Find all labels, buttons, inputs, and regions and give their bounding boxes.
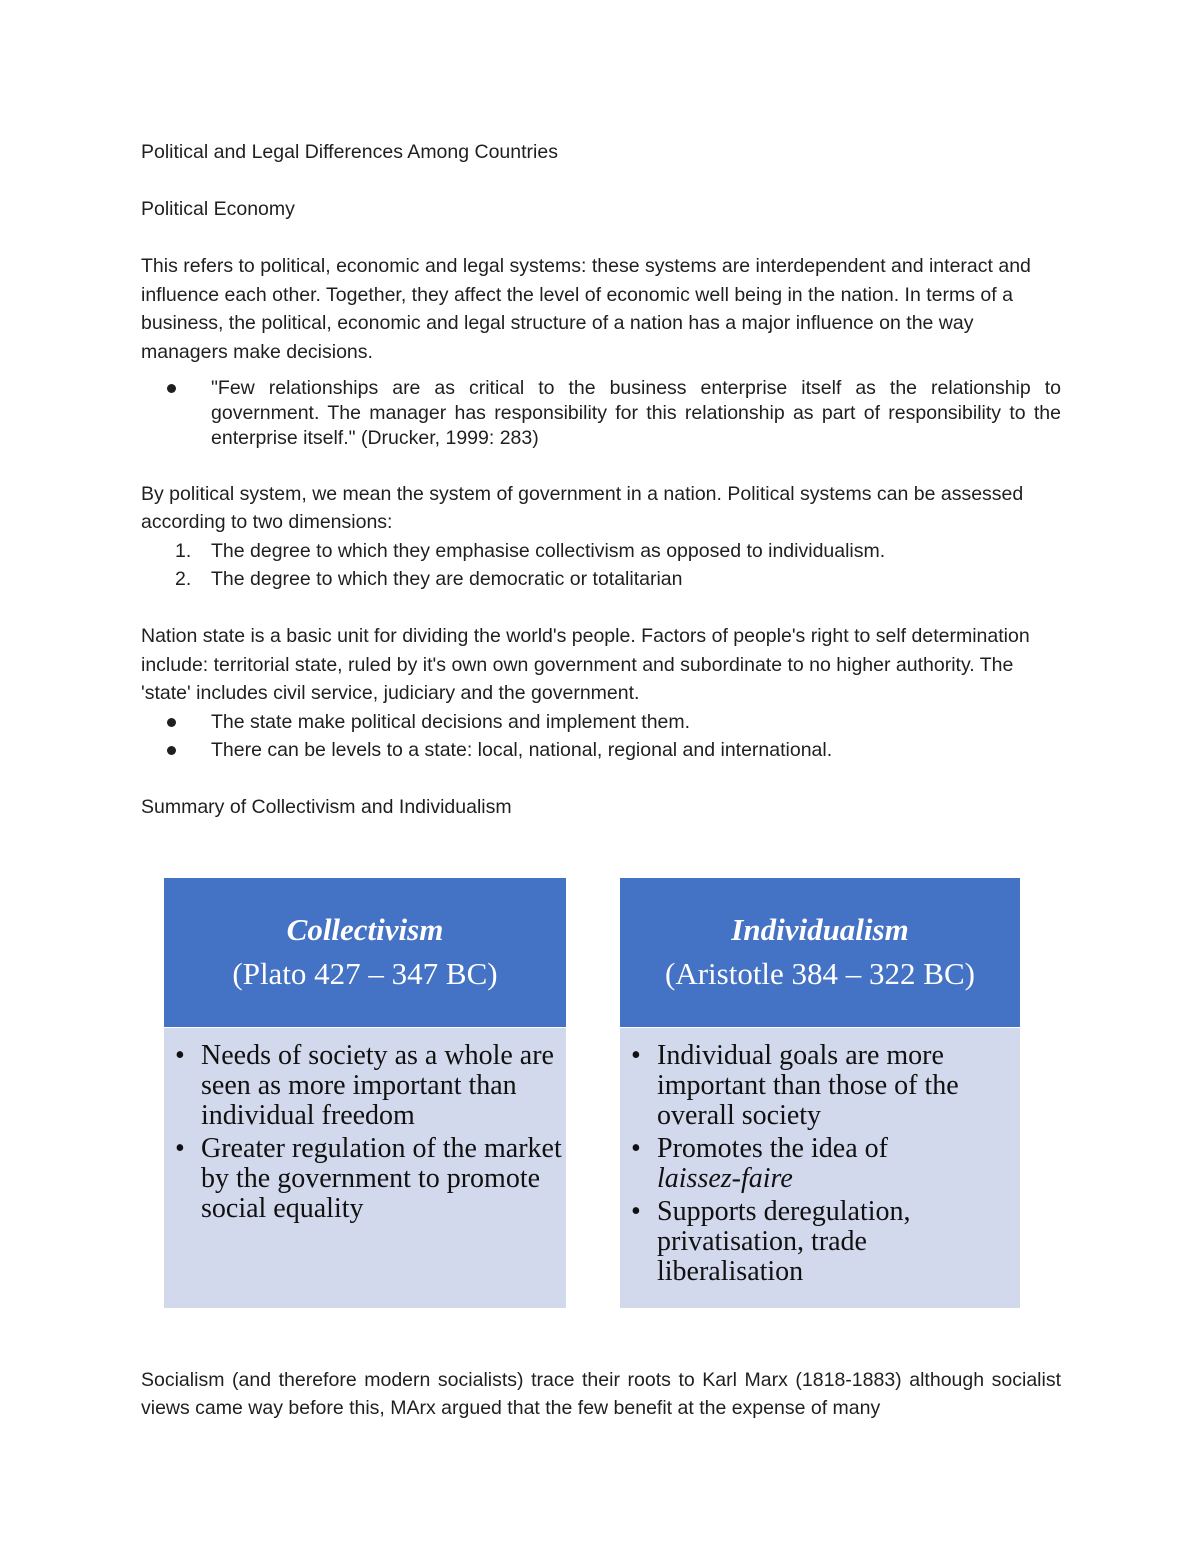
list-item: There can be levels to a state: local, national, regional and international.	[141, 736, 1061, 765]
list-number: 2.	[175, 568, 192, 590]
individualism-point: • Supports deregulation, privatisation, trade liberalisation	[620, 1197, 1020, 1287]
collectivism-card	[164, 878, 566, 1308]
quote-list	[141, 376, 1061, 451]
document-page	[141, 138, 1061, 822]
individualism-body	[620, 1028, 1020, 1287]
list-item	[141, 565, 1061, 594]
state-points-list	[141, 708, 1061, 765]
section-heading: Political Economy	[141, 198, 295, 220]
list-number: 1.	[175, 539, 192, 562]
collectivism-header	[164, 878, 566, 1028]
closing-paragraph: Socialism (and therefore modern socialists) trace their roots to Karl Marx (1818-1883) although socialist views came way before this, MArx argued that the few benefit at the expense of many	[141, 1368, 1061, 1419]
collectivism-point: • Needs of society as a whole are seen as more important than individual freedom	[164, 1041, 566, 1131]
individualism-subtitle: (Aristotle 384 – 322 BC)	[665, 956, 975, 991]
list-item	[141, 537, 1061, 566]
dimensions-list	[141, 537, 1061, 594]
individualism-point: • Individual goals are more important than those of the overall society	[620, 1041, 1020, 1131]
collectivism-point: • Greater regulation of the market by the government to promote social equality	[164, 1134, 566, 1224]
collectivism-subtitle: (Plato 427 – 347 BC)	[232, 956, 498, 991]
intro-paragraph: This refers to political, economic and legal systems: these systems are interdependent and interact and influence each other. Together, they affect the level of economic well being in the nation. In terms of a business, the political, economic and legal structure of a nation has a major influence on the way managers make decisions.	[141, 255, 1031, 363]
summary-heading: Summary of Collectivism and Individualism	[141, 796, 512, 818]
list-text: The degree to which they are democratic or totalitarian	[211, 568, 683, 590]
quote-item: "Few relationships are as critical to the business enterprise itself as the relationship to government. The manager has responsibility for this relationship as part of responsibility to the enterprise itself." (Drucker, 1999: 283)	[141, 376, 1061, 451]
document-title: Political and Legal Differences Among Countries	[141, 141, 558, 163]
political-system-paragraph: By political system, we mean the system of government in a nation. Political systems can be assessed according to two dimensions:	[141, 482, 1024, 533]
collectivism-body	[164, 1028, 566, 1224]
point-text: Promotes the idea of	[657, 1133, 888, 1164]
nation-state-paragraph: Nation state is a basic unit for dividing the world's people. Factors of people's right to self determination include: territorial state, ruled by it's own own government and subordinate to no higher authority. The 'state' includes civil service, judiciary and the government.	[141, 625, 1030, 704]
laissez-faire-text: laissez-faire	[657, 1163, 793, 1194]
list-item: The state make political decisions and implement them.	[141, 708, 1061, 737]
individualism-point	[620, 1134, 1020, 1194]
collectivism-title: Collectivism	[286, 912, 444, 947]
list-text: The degree to which they emphasise collectivism as opposed to individualism.	[211, 539, 886, 562]
individualism-title: Individualism	[731, 912, 909, 947]
individualism-card	[620, 878, 1020, 1308]
individualism-header	[620, 878, 1020, 1028]
